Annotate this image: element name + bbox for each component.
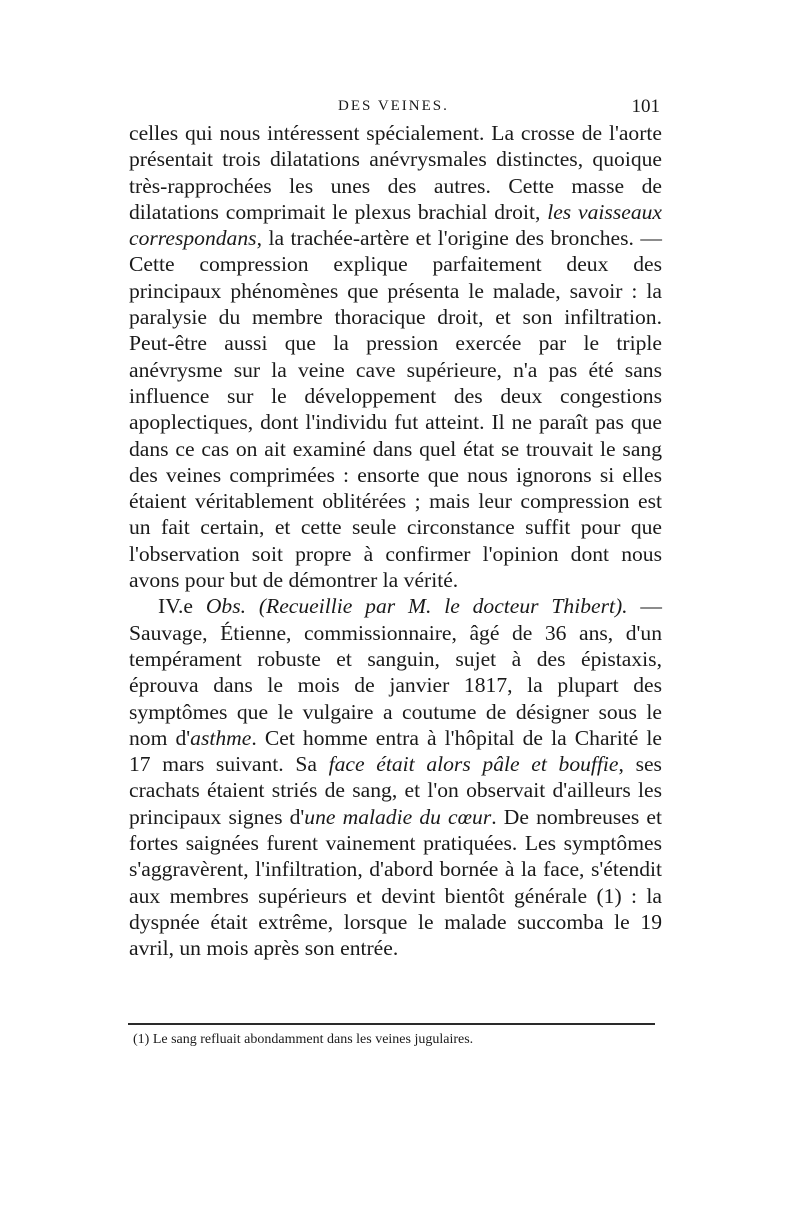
paragraph-2-text-d: . De nombreuses et fortes saignées furent vainement pratiquées. Les symptômes s'aggravèrent, l'infiltration, d'abord bornée à la face, s'étendit aux membres supérieurs et devint bientôt générale (1) : la dyspnée était extrême, lorsque le malade succomba le 19 avril, un mois après son entrée.	[129, 804, 662, 961]
footnote: (1) Le sang refluait abondamment dans les veines jugulaires.	[133, 1032, 474, 1047]
paragraph-2-text-b: . Cet homme entra à l'hôpital de la Charité le 17 mars suivant. Sa	[129, 725, 662, 777]
paragraph-aneurysm-discussion	[129, 120, 662, 593]
paragraph-2-text-a: — Sauvage, Étienne, commissionnaire, âgé de 36 ans, d'un tempérament robuste et sanguin, sujet à des épistaxis, éprouva dans le mois de janvier 1817, la plupart des symptômes que le vulgaire a coutume de désigner sous le nom d'	[129, 594, 662, 750]
observation-source: (Recueillie par M. le docteur Thibert).	[246, 594, 628, 619]
paragraph-1-italic-a: les vaisseaux correspondans	[129, 199, 662, 251]
paragraph-observation-4	[129, 593, 662, 961]
page-number: 101	[631, 96, 660, 117]
running-title: DES VEINES.	[338, 98, 449, 114]
footnote-rule	[128, 1023, 655, 1025]
body-text	[129, 120, 662, 962]
observation-number: IV.e	[158, 594, 206, 619]
paragraph-2-italic-b: face était alors pâle et bouffie	[328, 752, 619, 777]
paragraph-1-text-b: , la trachée-artère et l'origine des bronches. — Cette compression explique parfaitement deux des principaux phénomènes que présenta le malade, savoir : la paralysie du membre thoracique droit, et son infiltration. Peut-être aussi que la pression exercée par le triple anévrysme sur la veine cave supérieure, n'a pas été sans influence sur le développement des deux congestions apoplectiques, dont l'individu fut atteint. Il ne paraît pas que dans ce cas on ait examiné dans quel état se trouvait le sang des veines comprimées : ensorte que nous ignorons si elles étaient véritablement oblitérées ; mais leur compression est un fait certain, et cette seule circonstance suffit pour que l'observation soit propre à confirmer l'opinion dont nous avons pour but de démontrer la vérité.	[129, 226, 662, 593]
paragraph-2-italic-a: asthme	[190, 725, 252, 750]
paragraph-2-italic-c: une maladie du cœur	[304, 804, 492, 829]
paragraph-1-text-a: celles qui nous intéressent spécialement. La crosse de l'aorte présentait trois dilatations anévrysmales distinctes, quoique très-rapprochées les unes des autres. Cette masse de dilatations comprimait le plexus brachial droit,	[129, 121, 662, 224]
paragraph-2-text-c: , ses crachats étaient striés de sang, et l'on observait d'ailleurs les principaux signes d'	[129, 752, 662, 829]
observation-label: Obs.	[205, 594, 247, 619]
